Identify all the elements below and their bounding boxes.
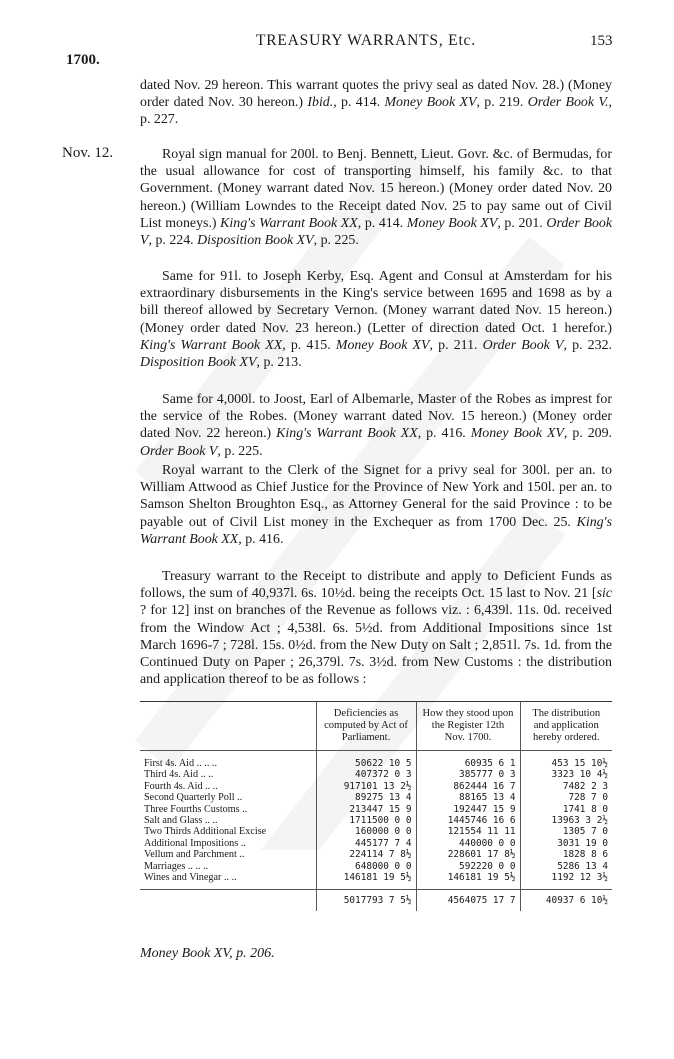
distribution-cell: 13963 3 2½ — [520, 815, 612, 826]
fund-cell: Vellum and Parchment .. — [144, 849, 245, 861]
column-header-fund — [140, 702, 316, 751]
distribution-cell: 7482 2 3 — [520, 781, 612, 792]
fund-cell: Two Thirds Additional Excise — [144, 826, 267, 838]
body-text: , p. 416. — [417, 426, 471, 442]
footer-reference: Money Book XV, p. 206. — [140, 946, 275, 961]
citation-text: Money Book XV — [335, 337, 430, 353]
table-row — [140, 861, 612, 872]
table-total-row — [140, 890, 612, 911]
body-text: , p. 416. — [238, 531, 284, 547]
distribution-cell: 5286 13 4 — [520, 861, 612, 872]
body-text: Royal sign manual for 200l. to Benj. Bennett, Lieut. Govr. &c. of Bermudas, for the usual allowance for cost of transporting himself, his family &c. to that Government. (Money warrant dated Nov. 15 hereon.) (Money order dated Nov. 20 hereon.) (William Lowndes to the Receipt dated Nov. 25 to pay same out of Civil List moneys.) — [140, 147, 612, 231]
body-text: , p. 211. — [429, 337, 483, 353]
register-cell: 121554 11 11 — [416, 826, 520, 837]
citation-text: King's Warrant Book XX — [140, 337, 283, 353]
distribution-cell: 1305 7 0 — [520, 826, 612, 837]
citation-text: Money Book XV — [384, 95, 477, 111]
fund-cell: Second Quarterly Poll .. — [144, 792, 243, 804]
body-text: dated Nov. 29 hereon. This warrant quotes the privy seal as dated Nov. 28.) (Money order dated Nov. 30 hereon.) — [140, 78, 612, 111]
running-year: 1700. — [66, 52, 100, 68]
column-header-register: How they stood upon the Register 12th Nov. 1700. — [416, 702, 520, 751]
total-label-cell — [140, 890, 316, 911]
citation-text: Ibid. — [307, 95, 334, 111]
entry-paragraph — [140, 462, 612, 548]
fund-cell: First 4s. Aid .. .. .. — [144, 758, 218, 769]
table-row — [140, 781, 612, 792]
register-cell: 60935 6 1 — [416, 751, 520, 770]
table-row — [140, 815, 612, 826]
deficiency-cell: 1711500 0 0 — [316, 815, 416, 826]
total-deficiency-cell: 5017793 7 5½ — [316, 890, 416, 911]
distribution-cell: 453 15 10½ — [520, 751, 612, 770]
register-cell: 88165 13 4 — [416, 792, 520, 803]
register-cell: 385777 0 3 — [416, 769, 520, 780]
deficiency-cell: 213447 15 9 — [316, 804, 416, 815]
citation-text: King's Warrant Book XX — [140, 514, 612, 547]
body-text: , p. 219. — [476, 95, 528, 111]
entry-paragraph — [140, 391, 612, 460]
table-row — [140, 804, 612, 815]
citation-text: Money Book XV — [406, 215, 498, 231]
column-header-deficiencies: Deficiencies as computed by Act of Parliament. — [316, 702, 416, 751]
citation-text: Money Book XV — [470, 426, 564, 442]
table-row — [140, 872, 612, 890]
register-cell: 440000 0 0 — [416, 838, 520, 849]
body-text: , p. 414. — [357, 215, 407, 231]
margin-date: Nov. 12. — [62, 145, 114, 161]
deficiency-cell: 146181 19 5½ — [316, 872, 416, 890]
citation-text: Order Book V — [140, 215, 613, 249]
citation-text: King's Warrant Book XX — [220, 215, 358, 231]
distribution-cell: 1192 12 3½ — [520, 872, 612, 890]
fund-cell: Marriages .. .. .. — [144, 860, 209, 872]
fund-cell: Three Fourths Customs .. — [144, 803, 248, 815]
register-cell: 192447 15 9 — [416, 804, 520, 815]
body-text: , p. 209. — [563, 426, 613, 442]
citation-text: sic — [596, 586, 612, 602]
body-text: Treasury warrant to the Receipt to distribute and apply to Deficient Funds as follows, the sum of 40,937l. 6s. 10½d. being the receipts Oct. 15 last to Nov. 21 [ — [140, 569, 612, 602]
entry-paragraph — [140, 268, 612, 371]
body-text: , p. 415. — [282, 337, 336, 353]
distribution-cell: 3031 19 0 — [520, 838, 612, 849]
distribution-cell: 3323 10 4½ — [520, 769, 612, 780]
body-text: , p. 414. — [333, 95, 385, 111]
deficiency-cell: 160000 0 0 — [316, 826, 416, 837]
distribution-cell: 728 7 0 — [520, 792, 612, 803]
register-cell: 228601 17 8½ — [416, 849, 520, 860]
distribution-cell: 1828 8 6 — [520, 849, 612, 860]
deficiency-cell: 224114 7 8½ — [316, 849, 416, 860]
deficiency-cell: 648000 0 0 — [316, 861, 416, 872]
citation-text: Disposition Book XV — [197, 233, 314, 249]
table-row — [140, 838, 612, 849]
register-cell: 146181 19 5½ — [416, 872, 520, 890]
page-number: 153 — [590, 33, 613, 49]
total-register-cell: 4564075 17 7 — [416, 890, 520, 911]
table-header-row — [140, 702, 612, 751]
table-row — [140, 792, 612, 803]
register-cell: 1445746 16 6 — [416, 815, 520, 826]
fund-cell: Third 4s. Aid .. .. — [144, 769, 214, 781]
deficient-funds-table — [140, 701, 612, 911]
body-text: , p. 201. — [497, 215, 547, 231]
deficiency-cell: 89275 13 4 — [316, 792, 416, 803]
column-header-distribution: The distribution and application hereby ordered. — [520, 702, 612, 751]
fund-cell: Wines and Vinegar .. .. — [144, 872, 237, 884]
body-text: , p. 232. — [563, 337, 612, 353]
entry-paragraph — [140, 77, 612, 129]
body-text: , p. 225. — [217, 443, 263, 459]
body-text: , p. 213. — [256, 355, 302, 371]
distribution-cell: 1741 8 0 — [520, 804, 612, 815]
body-text: Royal warrant to the Clerk of the Signet for a privy seal for 300l. per an. to William Attwood as Chief Justice for the Province of New York and 150l. per an. to Samson Shelton Broughton Esq., as Attorney General for the said Province : to be payable out of Civil List money in the Exchequer as from 1700 Dec. 25. — [140, 463, 612, 530]
citation-text: Order Book V — [140, 443, 218, 459]
table-row — [140, 769, 612, 780]
register-cell: 592220 0 0 — [416, 861, 520, 872]
body-text: , p. 225. — [313, 233, 359, 249]
citation-text: Order Book V. — [527, 95, 609, 111]
table-row — [140, 826, 612, 837]
body-text: ? for 12] inst on branches of the Revenue as follows viz. : 6,439l. 11s. 0d. received from the Window Act ; 4,538l. 6s. 5½d. from Additional Impositions since 1st March 1696-7 ; 728l. 15s. 0½d. from the New Duty on Salt ; 2,851l. 7s. 1d. from the Continued Duty on Paper ; 26,379l. 7s. 3½d. from New Customs : the distribution and application thereof to be as follows : — [140, 603, 612, 688]
deficiency-cell: 917101 13 2½ — [316, 781, 416, 792]
deficiency-cell: 445177 7 4 — [316, 838, 416, 849]
fund-cell: Additional Impositions .. — [144, 837, 246, 849]
citation-text: Disposition Book XV — [140, 355, 257, 371]
total-distribution-cell: 40937 6 10½ — [520, 890, 612, 911]
citation-text: Order Book V — [482, 337, 564, 353]
entry-paragraph — [140, 146, 612, 249]
entry-paragraph — [140, 568, 612, 688]
fund-cell: Fourth 4s. Aid .. .. — [144, 780, 218, 792]
table-row — [140, 751, 612, 770]
deficiency-cell: 407372 0 3 — [316, 769, 416, 780]
body-text: Same for 4,000l. to Joost, Earl of Albemarle, Master of the Robes as imprest for the service of the Robes. (Money warrant dated Nov. 15 hereon.) (Money order dated Nov. 22 hereon.) — [140, 392, 612, 442]
register-cell: 862444 16 7 — [416, 781, 520, 792]
running-title: TREASURY WARRANTS, Etc. — [256, 32, 476, 49]
table-row — [140, 849, 612, 860]
body-text: , p. 224. — [148, 233, 198, 249]
citation-text: King's Warrant Book XX — [276, 426, 418, 442]
body-text: Same for 91l. to Joseph Kerby, Esq. Agent and Consul at Amsterdam for his extraordinary disbursements in the King's service between 1695 and 1698 as by a bill thereof allowed by Secretary Vernon. (Money warrant dated Nov. 15 hereon.) (Money order dated Nov. 23 hereon.) (Letter of direction dated Oct. 1 herefor.) — [140, 269, 612, 336]
deficiency-cell: 50622 10 5 — [316, 751, 416, 770]
fund-cell: Salt and Glass .. .. — [144, 815, 218, 827]
body-text: , p. 227. — [140, 95, 613, 128]
